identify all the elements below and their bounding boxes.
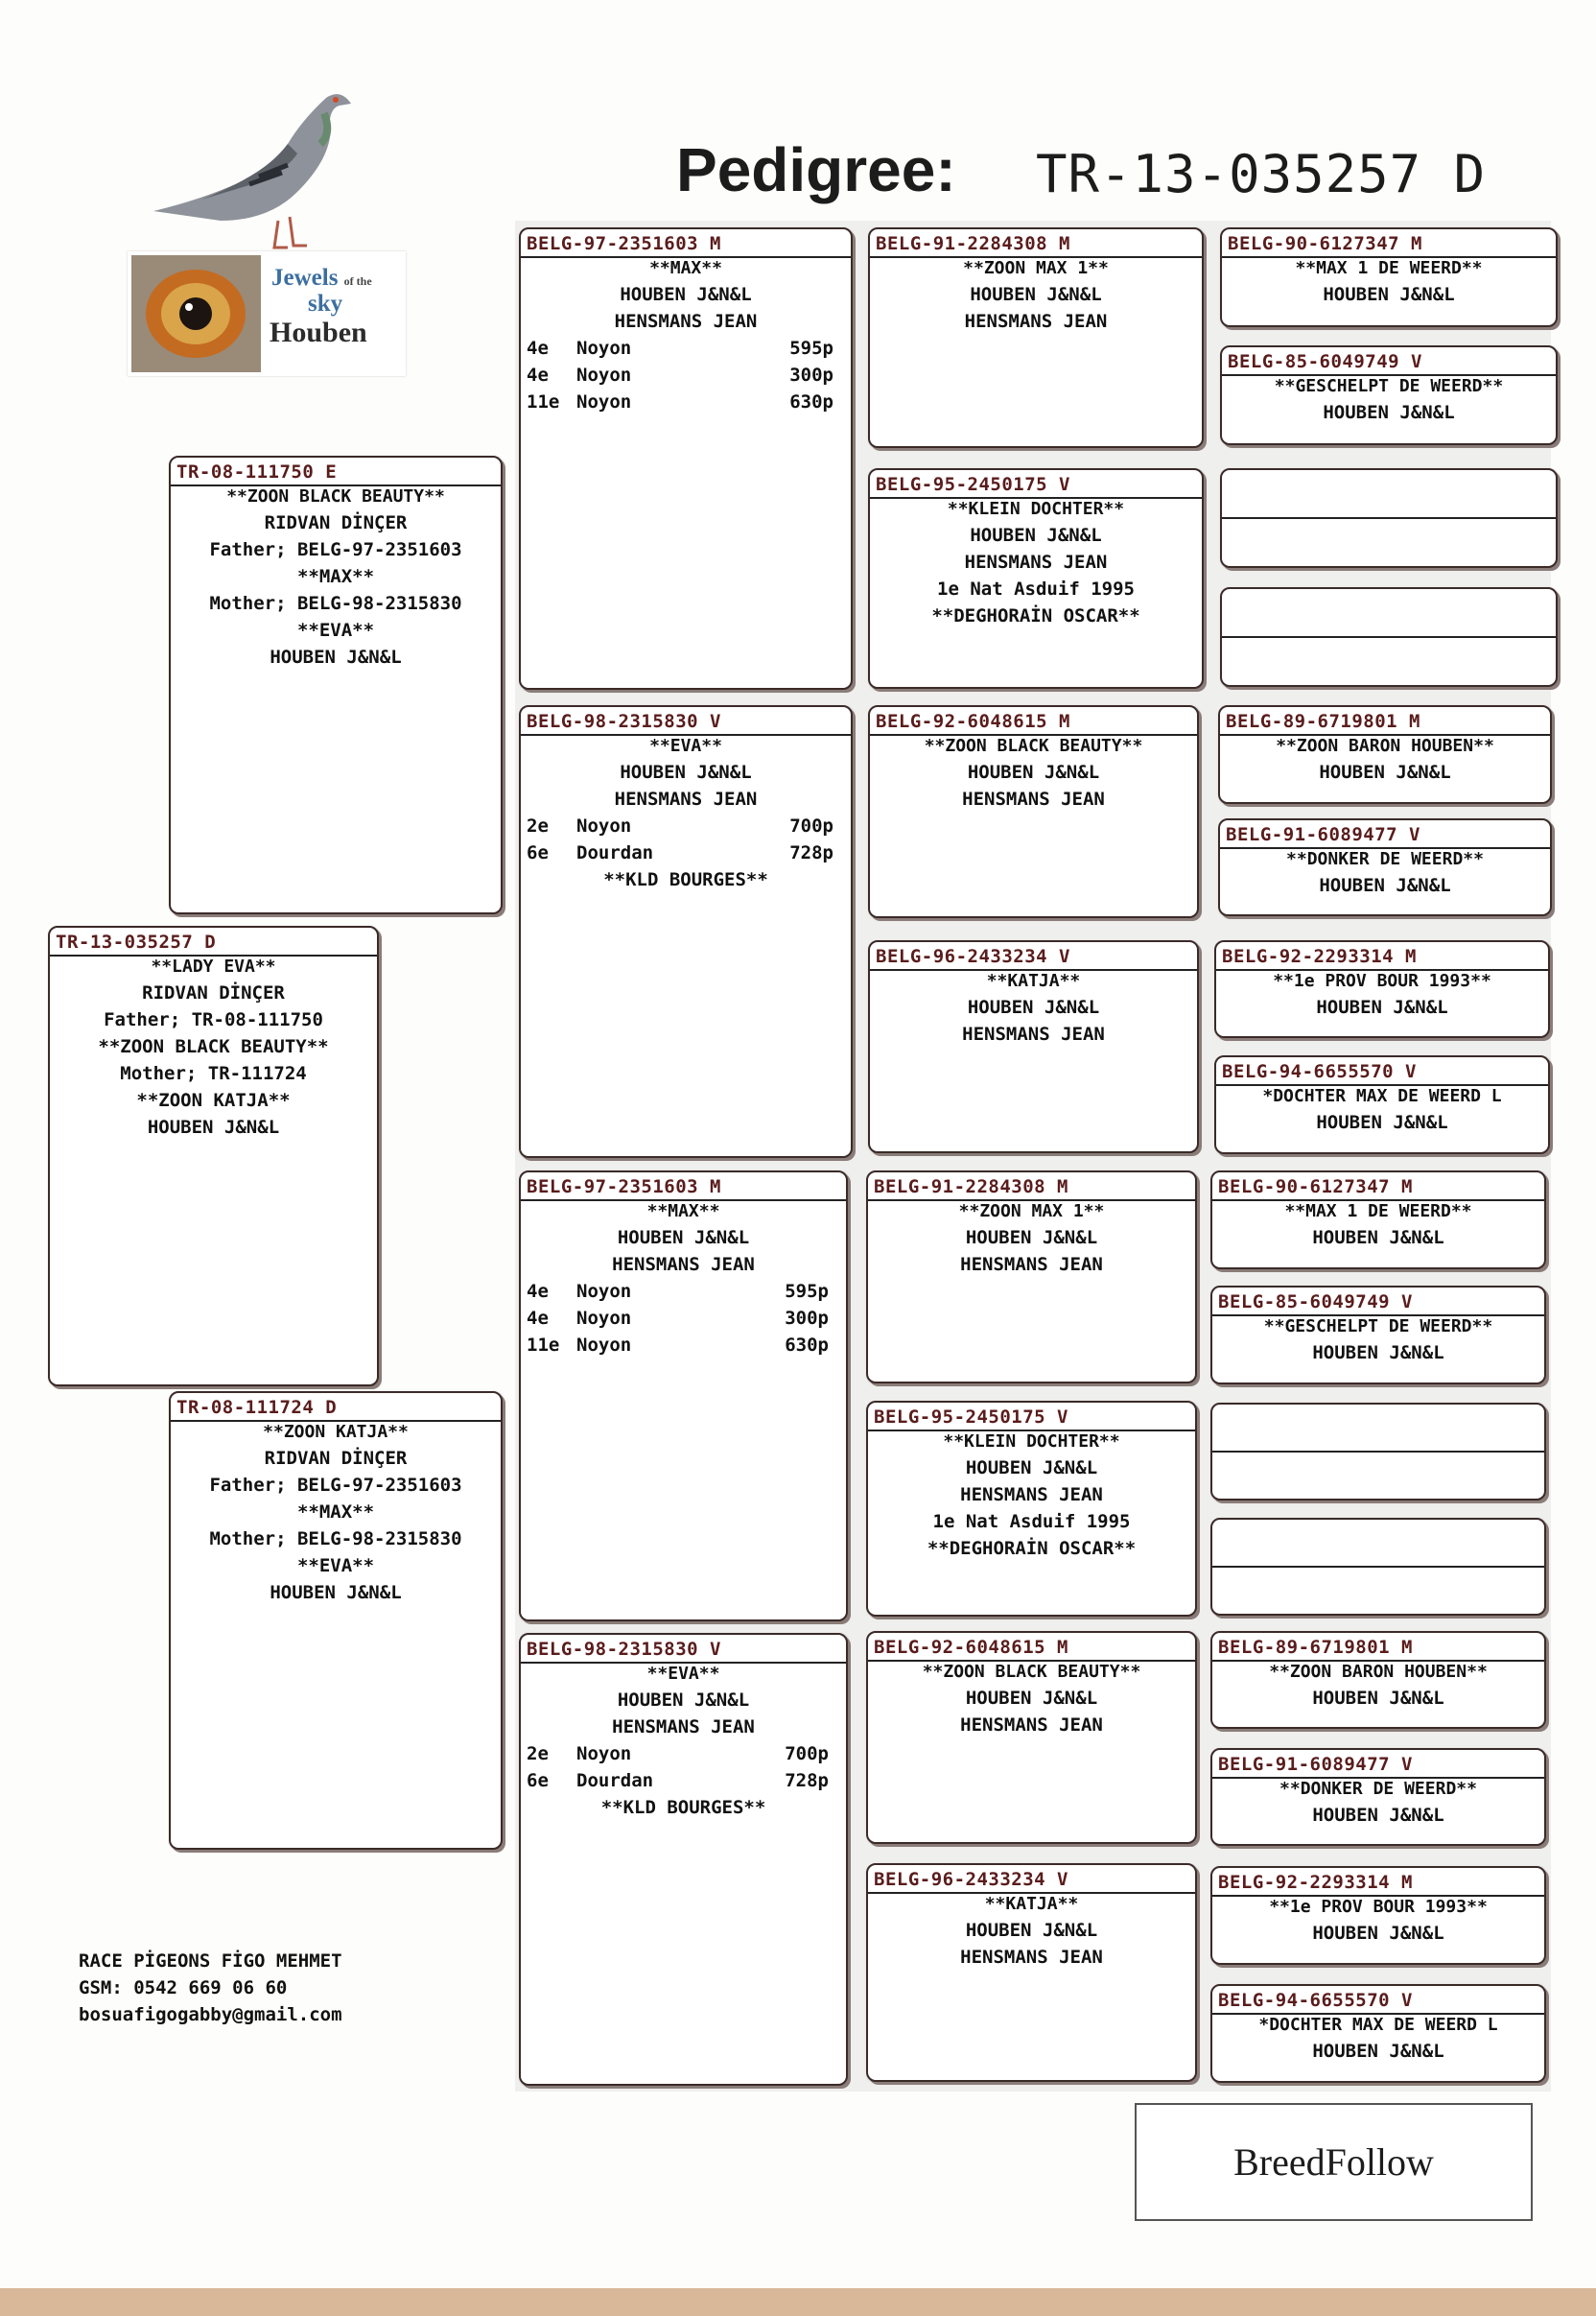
gen5-card[interactable] bbox=[1210, 1631, 1546, 1729]
gen3-bird-name: **MAX** bbox=[521, 1199, 846, 1221]
page-title: Pedigree: bbox=[676, 135, 956, 204]
gen3-bird-name: **EVA** bbox=[521, 734, 851, 756]
logo-line1: Jewels bbox=[271, 265, 339, 291]
gen5-ring-number: BELG-90-6127347 M bbox=[1218, 1176, 1413, 1197]
result-birds: 700p bbox=[785, 1743, 829, 1764]
gen2-card[interactable] bbox=[169, 456, 503, 914]
gen4-info-line: HOUBEN J&N&L bbox=[967, 762, 1100, 783]
pigeon-illustration bbox=[144, 77, 355, 259]
gen5-owner-line: HOUBEN J&N&L bbox=[1316, 1112, 1448, 1133]
result-race: Noyon bbox=[576, 365, 632, 386]
gen5-card[interactable] bbox=[1210, 1984, 1546, 2083]
gen5-owner-line: HOUBEN J&N&L bbox=[1312, 1805, 1444, 1826]
gen5-ring-number: BELG-94-6655570 V bbox=[1222, 1061, 1417, 1082]
main-ring-number: TR-13-035257 D bbox=[1036, 144, 1487, 204]
gen2-info-line: Mother; BELG-98-2315830 bbox=[209, 593, 462, 614]
result-birds: 595p bbox=[789, 338, 833, 359]
gen4-bird-name: **KATJA** bbox=[870, 969, 1197, 991]
gen4-info-line: **DEGHORAİN OSCAR** bbox=[927, 1538, 1137, 1559]
gen1-info-line: Mother; TR-111724 bbox=[120, 1063, 307, 1084]
gen4-info-line: HENSMANS JEAN bbox=[960, 1484, 1103, 1505]
gen3-owner-line: HOUBEN J&N&L bbox=[620, 762, 752, 783]
gen3-ring-number: BELG-98-2315830 V bbox=[527, 711, 721, 732]
result-birds: 595p bbox=[785, 1281, 829, 1302]
gen3-result-row bbox=[521, 1740, 846, 1767]
gen4-ring-number: BELG-96-2433234 V bbox=[874, 1869, 1068, 1890]
result-birds: 700p bbox=[789, 815, 833, 837]
gen4-bird-name: **KLEIN DOCHTER** bbox=[870, 497, 1202, 519]
gen3-bird-name: **MAX** bbox=[521, 256, 851, 278]
empty-card-divider bbox=[1212, 1451, 1544, 1453]
result-place: 4e bbox=[527, 365, 549, 386]
breedfollow-logo: BreedFollow bbox=[1135, 2103, 1533, 2221]
result-place: 4e bbox=[527, 1308, 549, 1329]
gen1-info-line: HOUBEN J&N&L bbox=[147, 1117, 280, 1138]
gen4-ring-number: BELG-95-2450175 V bbox=[874, 1406, 1068, 1428]
gen1-info-line: RIDVAN DİNÇER bbox=[142, 982, 285, 1004]
gen4-info-line: 1e Nat Asduif 1995 bbox=[932, 1511, 1131, 1532]
gen4-bird-name: **KLEIN DOCHTER** bbox=[868, 1430, 1195, 1452]
result-race: Noyon bbox=[576, 391, 632, 413]
gen3-result-row bbox=[521, 1278, 846, 1305]
gen5-owner-line: HOUBEN J&N&L bbox=[1323, 402, 1455, 423]
gen5-bird-name: **DONKER DE WEERD** bbox=[1220, 847, 1550, 869]
gen3-extra-line: **KLD BOURGES** bbox=[603, 869, 768, 890]
result-birds: 630p bbox=[785, 1335, 829, 1356]
gen4-card[interactable] bbox=[868, 705, 1199, 918]
gen5-owner-line: HOUBEN J&N&L bbox=[1316, 997, 1448, 1018]
gen3-owner-line: HOUBEN J&N&L bbox=[620, 284, 752, 305]
gen3-extra-line: **KLD BOURGES** bbox=[600, 1797, 766, 1818]
gen4-card[interactable] bbox=[866, 1631, 1197, 1844]
gen4-info-line: HOUBEN J&N&L bbox=[965, 1920, 1098, 1941]
gen2-bird-name: **ZOON KATJA** bbox=[171, 1420, 501, 1442]
gen3-result-row bbox=[521, 813, 851, 839]
gen5-card[interactable] bbox=[1214, 1055, 1550, 1154]
gen5-bird-name: **DONKER DE WEERD** bbox=[1212, 1777, 1544, 1799]
gen5-bird-name: **MAX 1 DE WEERD** bbox=[1222, 256, 1556, 278]
pigeon-eye-image bbox=[131, 255, 261, 372]
gen1-card[interactable] bbox=[48, 926, 379, 1386]
gen2-info-line: Mother; BELG-98-2315830 bbox=[209, 1528, 462, 1549]
gen5-card[interactable] bbox=[1214, 940, 1550, 1038]
gen4-info-line: HENSMANS JEAN bbox=[962, 1024, 1105, 1045]
result-place: 2e bbox=[527, 1743, 549, 1764]
logo-small: of the bbox=[343, 274, 372, 288]
gen2-info-line: Father; BELG-97-2351603 bbox=[209, 539, 462, 560]
gen4-ring-number: BELG-92-6048615 M bbox=[874, 1637, 1068, 1658]
gen4-info-line: HENSMANS JEAN bbox=[964, 552, 1108, 573]
gen4-info-line: HOUBEN J&N&L bbox=[967, 997, 1100, 1018]
gen2-info-line: RIDVAN DİNÇER bbox=[264, 1448, 408, 1469]
gen4-info-line: HOUBEN J&N&L bbox=[970, 525, 1102, 546]
gen5-ring-number: BELG-91-6089477 V bbox=[1226, 824, 1420, 845]
gen5-card[interactable] bbox=[1218, 705, 1552, 804]
gen3-bird-name: **EVA** bbox=[521, 1662, 846, 1684]
gen3-result-row bbox=[521, 335, 851, 362]
gen5-owner-line: HOUBEN J&N&L bbox=[1319, 762, 1451, 783]
gen1-info-line: Father; TR-08-111750 bbox=[104, 1009, 323, 1030]
contact-block bbox=[79, 1948, 342, 2028]
gen3-ring-number: BELG-97-2351603 M bbox=[527, 1176, 721, 1197]
gen4-card[interactable] bbox=[868, 940, 1199, 1153]
empty-card-divider bbox=[1222, 636, 1556, 638]
gen5-ring-number: BELG-85-6049749 V bbox=[1218, 1291, 1413, 1312]
gen5-owner-line: HOUBEN J&N&L bbox=[1312, 1688, 1444, 1709]
gen5-card[interactable] bbox=[1218, 818, 1552, 916]
result-place: 11e bbox=[527, 1335, 560, 1356]
result-race: Dourdan bbox=[576, 842, 654, 863]
result-birds: 630p bbox=[789, 391, 833, 413]
gen4-ring-number: BELG-92-6048615 M bbox=[876, 711, 1070, 732]
result-place: 2e bbox=[527, 815, 549, 837]
gen4-bird-name: **ZOON MAX 1** bbox=[870, 256, 1202, 278]
gen2-info-line: Father; BELG-97-2351603 bbox=[209, 1475, 462, 1496]
gen3-owner-line: HENSMANS JEAN bbox=[614, 789, 758, 810]
gen1-info-line: **ZOON BLACK BEAUTY** bbox=[98, 1036, 329, 1057]
gen2-card[interactable] bbox=[169, 1391, 503, 1850]
gen5-ring-number: BELG-85-6049749 V bbox=[1228, 351, 1422, 372]
gen3-result-row bbox=[521, 1332, 846, 1359]
gen5-card[interactable] bbox=[1220, 227, 1558, 327]
gen5-ring-number: BELG-91-6089477 V bbox=[1218, 1754, 1413, 1775]
gen4-info-line: HENSMANS JEAN bbox=[962, 789, 1105, 810]
gen5-bird-name: **1e PROV BOUR 1993** bbox=[1216, 969, 1548, 991]
result-place: 4e bbox=[527, 1281, 549, 1302]
logo-houben: Houben bbox=[270, 317, 367, 348]
gen3-owner-line: HOUBEN J&N&L bbox=[617, 1690, 750, 1711]
gen1-bird-name: **LADY EVA** bbox=[50, 955, 377, 977]
page-edge bbox=[0, 2288, 1596, 2316]
gen5-owner-line: HOUBEN J&N&L bbox=[1312, 2041, 1444, 2062]
result-race: Dourdan bbox=[576, 1770, 654, 1791]
gen3-ring-number: BELG-97-2351603 M bbox=[527, 233, 721, 254]
gen3-owner-line: HENSMANS JEAN bbox=[612, 1716, 755, 1737]
gen4-info-line: HOUBEN J&N&L bbox=[965, 1688, 1098, 1709]
gen4-card[interactable] bbox=[866, 1170, 1197, 1383]
result-race: Noyon bbox=[576, 1743, 632, 1764]
gen5-bird-name: **GESCHELPT DE WEERD** bbox=[1222, 374, 1556, 396]
gen2-ring-number: TR-08-111724 D bbox=[176, 1397, 338, 1418]
result-place: 6e bbox=[527, 1770, 549, 1791]
result-place: 11e bbox=[527, 391, 560, 413]
gen5-ring-number: BELG-92-2293314 M bbox=[1218, 1872, 1413, 1893]
gen4-card[interactable] bbox=[868, 468, 1204, 689]
gen5-bird-name: **ZOON BARON HOUBEN** bbox=[1220, 734, 1550, 756]
result-birds: 728p bbox=[785, 1770, 829, 1791]
jewels-of-the-sky-logo bbox=[128, 251, 406, 376]
gen4-info-line: HENSMANS JEAN bbox=[960, 1254, 1103, 1275]
gen4-ring-number: BELG-96-2433234 V bbox=[876, 946, 1070, 967]
gen5-ring-number: BELG-89-6719801 M bbox=[1226, 711, 1420, 732]
result-race: Noyon bbox=[576, 1335, 632, 1356]
gen4-ring-number: BELG-91-2284308 M bbox=[876, 233, 1070, 254]
gen2-info-line: **MAX** bbox=[296, 1501, 375, 1523]
contact-phone: GSM: 0542 669 06 60 bbox=[79, 1977, 288, 1998]
gen3-ring-number: BELG-98-2315830 V bbox=[527, 1639, 721, 1660]
gen4-info-line: HOUBEN J&N&L bbox=[965, 1457, 1098, 1478]
gen2-info-line: RIDVAN DİNÇER bbox=[264, 512, 408, 533]
result-place: 6e bbox=[527, 842, 549, 863]
gen5-bird-name: *DOCHTER MAX DE WEERD L bbox=[1216, 1084, 1548, 1106]
gen3-owner-line: HOUBEN J&N&L bbox=[617, 1227, 750, 1248]
gen3-card[interactable] bbox=[519, 1633, 848, 2086]
gen2-info-line: **MAX** bbox=[296, 566, 375, 587]
gen5-owner-line: HOUBEN J&N&L bbox=[1312, 1227, 1444, 1248]
result-birds: 728p bbox=[789, 842, 833, 863]
gen5-card[interactable] bbox=[1210, 1748, 1546, 1846]
gen3-result-row bbox=[521, 389, 851, 415]
gen5-bird-name: **1e PROV BOUR 1993** bbox=[1212, 1895, 1544, 1917]
gen5-ring-number: BELG-89-6719801 M bbox=[1218, 1637, 1413, 1658]
gen4-info-line: HOUBEN J&N&L bbox=[970, 284, 1102, 305]
gen3-owner-line: HENSMANS JEAN bbox=[614, 311, 758, 332]
logo-line2: sky bbox=[308, 291, 343, 317]
gen2-info-line: HOUBEN J&N&L bbox=[270, 647, 402, 668]
contact-email[interactable]: bosuafigogabby@gmail.com bbox=[79, 2004, 342, 2025]
gen4-info-line: **DEGHORAİN OSCAR** bbox=[931, 605, 1140, 626]
result-race: Noyon bbox=[576, 1281, 632, 1302]
gen2-ring-number: TR-08-111750 E bbox=[176, 461, 338, 483]
gen4-info-line: HENSMANS JEAN bbox=[964, 311, 1108, 332]
gen5-owner-line: HOUBEN J&N&L bbox=[1319, 875, 1451, 896]
gen4-card[interactable] bbox=[868, 227, 1204, 448]
gen5-card[interactable] bbox=[1210, 1286, 1546, 1384]
gen3-result-row bbox=[521, 1305, 846, 1332]
gen1-info-line: **ZOON KATJA** bbox=[136, 1090, 291, 1111]
gen4-info-line: HENSMANS JEAN bbox=[960, 1714, 1103, 1736]
gen5-card[interactable] bbox=[1220, 345, 1558, 445]
result-race: Noyon bbox=[576, 338, 632, 359]
gen5-card[interactable] bbox=[1210, 1866, 1546, 1965]
gen5-owner-line: HOUBEN J&N&L bbox=[1312, 1342, 1444, 1363]
gen4-info-line: HENSMANS JEAN bbox=[960, 1947, 1103, 1968]
logo-text bbox=[271, 267, 372, 316]
result-race: Noyon bbox=[576, 1308, 632, 1329]
gen2-bird-name: **ZOON BLACK BEAUTY** bbox=[171, 484, 501, 507]
gen5-bird-name: **MAX 1 DE WEERD** bbox=[1212, 1199, 1544, 1221]
gen5-owner-line: HOUBEN J&N&L bbox=[1312, 1923, 1444, 1944]
gen4-ring-number: BELG-91-2284308 M bbox=[874, 1176, 1068, 1197]
gen4-info-line: 1e Nat Asduif 1995 bbox=[937, 579, 1135, 600]
gen2-info-line: **EVA** bbox=[296, 1555, 375, 1576]
gen3-result-row bbox=[521, 1767, 846, 1794]
gen5-empty-card[interactable] bbox=[1220, 468, 1558, 568]
gen5-bird-name: **GESCHELPT DE WEERD** bbox=[1212, 1314, 1544, 1336]
gen5-empty-card[interactable] bbox=[1210, 1518, 1546, 1616]
gen5-empty-card[interactable] bbox=[1210, 1403, 1546, 1501]
gen5-card[interactable] bbox=[1210, 1170, 1546, 1269]
empty-card-divider bbox=[1212, 1566, 1544, 1568]
gen3-result-row bbox=[521, 839, 851, 866]
gen3-owner-line: HENSMANS JEAN bbox=[612, 1254, 755, 1275]
gen4-card[interactable] bbox=[866, 1401, 1197, 1617]
gen5-ring-number: BELG-90-6127347 M bbox=[1228, 233, 1422, 254]
result-place: 4e bbox=[527, 338, 549, 359]
contact-name: RACE PİGEONS FİGO MEHMET bbox=[79, 1950, 342, 1972]
gen4-ring-number: BELG-95-2450175 V bbox=[876, 474, 1070, 495]
result-race: Noyon bbox=[576, 815, 632, 837]
gen5-empty-card[interactable] bbox=[1220, 587, 1558, 687]
gen2-info-line: HOUBEN J&N&L bbox=[270, 1582, 402, 1603]
gen4-card[interactable] bbox=[866, 1863, 1197, 2082]
gen5-ring-number: BELG-94-6655570 V bbox=[1218, 1990, 1413, 2011]
gen4-bird-name: **ZOON BLACK BEAUTY** bbox=[868, 1660, 1195, 1682]
gen5-bird-name: *DOCHTER MAX DE WEERD L bbox=[1212, 2013, 1544, 2035]
gen3-result-row bbox=[521, 362, 851, 389]
result-birds: 300p bbox=[789, 365, 833, 386]
gen5-owner-line: HOUBEN J&N&L bbox=[1323, 284, 1455, 305]
gen5-bird-name: **ZOON BARON HOUBEN** bbox=[1212, 1660, 1544, 1682]
result-birds: 300p bbox=[785, 1308, 829, 1329]
gen3-card[interactable] bbox=[519, 705, 853, 1158]
gen1-ring-number: TR-13-035257 D bbox=[56, 932, 217, 953]
gen5-ring-number: BELG-92-2293314 M bbox=[1222, 946, 1417, 967]
gen4-info-line: HOUBEN J&N&L bbox=[965, 1227, 1098, 1248]
gen3-card[interactable] bbox=[519, 1170, 848, 1621]
empty-card-divider bbox=[1222, 517, 1556, 519]
gen4-bird-name: **ZOON MAX 1** bbox=[868, 1199, 1195, 1221]
gen2-info-line: **EVA** bbox=[296, 620, 375, 641]
gen3-card[interactable] bbox=[519, 227, 853, 690]
gen4-bird-name: **ZOON BLACK BEAUTY** bbox=[870, 734, 1197, 756]
gen4-bird-name: **KATJA** bbox=[868, 1892, 1195, 1914]
